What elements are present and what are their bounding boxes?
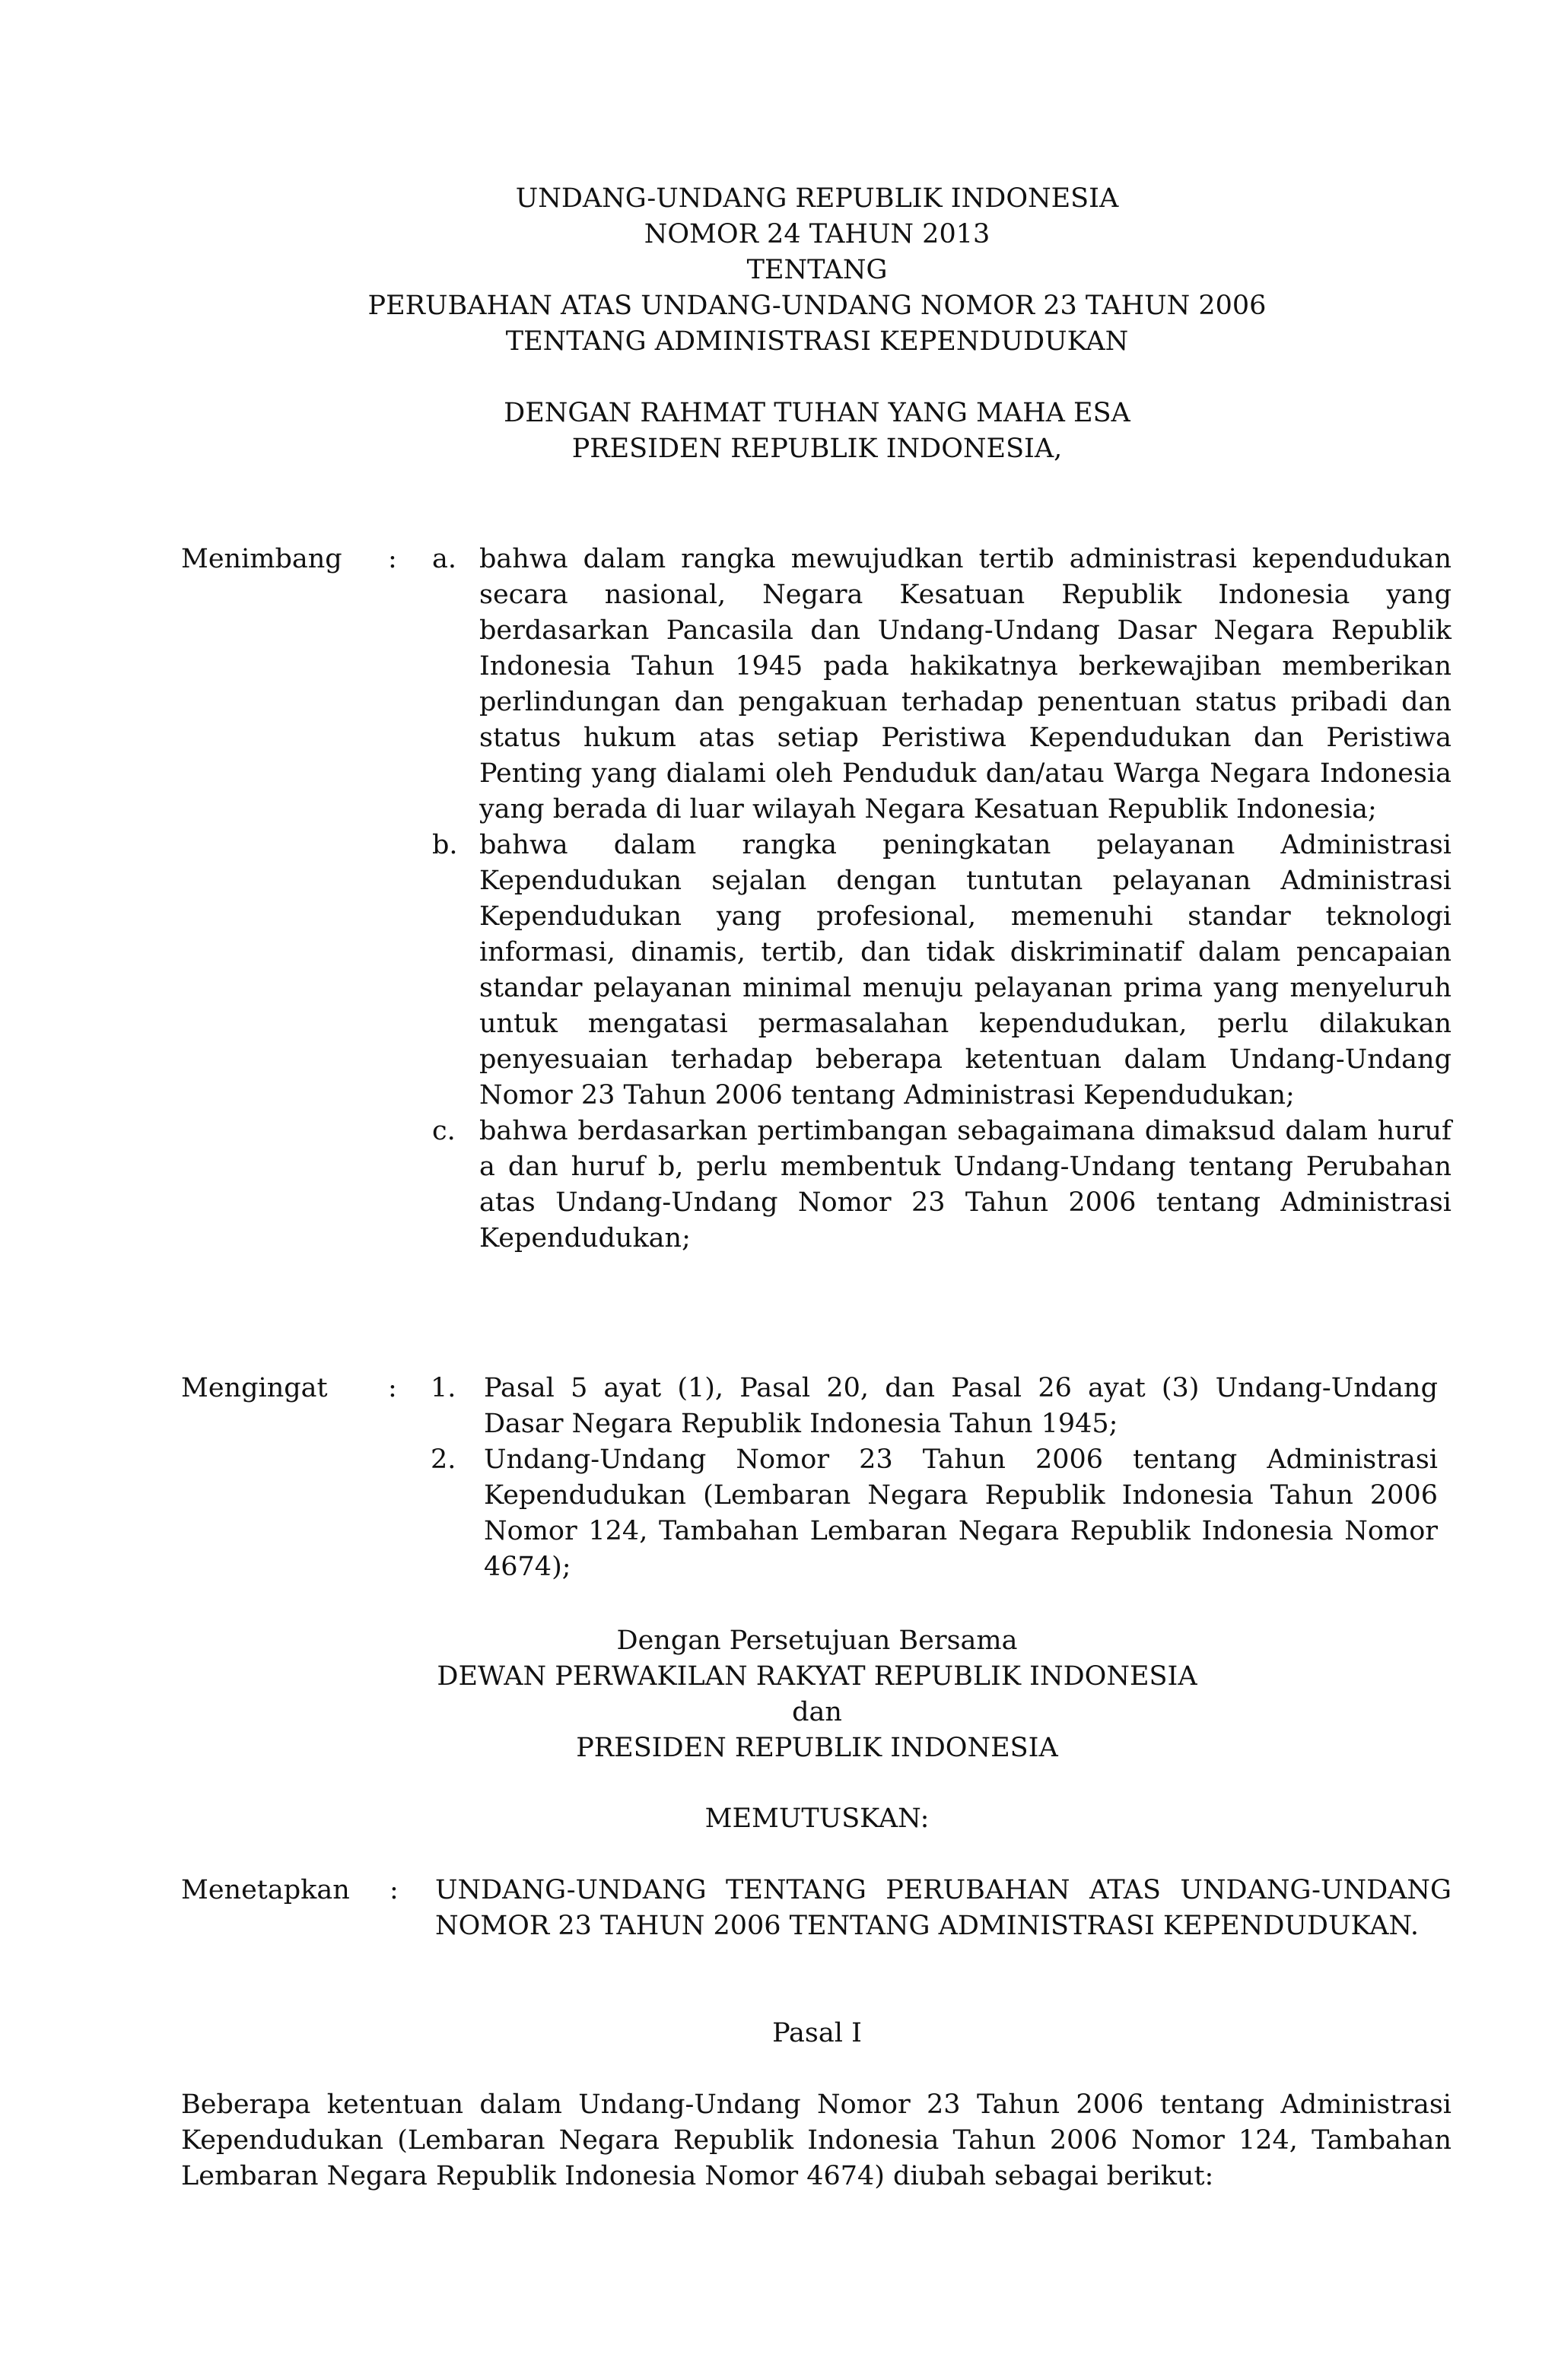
item-marker: 2. (431, 1444, 456, 1475)
memutuskan-text: MEMUTUSKAN: (704, 1803, 930, 1834)
title-line: NOMOR 24 TAHUN 2013 (644, 219, 990, 249)
menetapkan-item (181, 1873, 1451, 1944)
title-line: TENTANG (746, 255, 888, 285)
section-colon: : (390, 1875, 399, 1905)
persetujuan-line: Dengan Persetujuan Bersama (616, 1625, 1018, 1656)
item-marker: a. (432, 544, 456, 574)
mengingat-section (181, 1371, 1451, 1585)
persetujuan-block (183, 1623, 1451, 1766)
menimbang-section (181, 542, 1451, 1257)
menimbang-label: Menimbang (181, 544, 342, 574)
item-text: bahwa berdasarkan pertimbangan sebagaimana dimaksud dalam huruf a dan huruf b, perlu membentuk Undang-Undang tentang Perubahan atas Undang-Undang Nomor 23 Tahun 2006 tentang Administrasi Kependudukan; (479, 1116, 1451, 1254)
menetapkan-text: UNDANG-UNDANG TENTANG PERUBAHAN ATAS UNDANG-UNDANG NOMOR 23 TAHUN 2006 TENTANG ADMINISTRASI KEPENDUDUKAN. (435, 1875, 1451, 1941)
preamble-line: DENGAN RAHMAT TUHAN YANG MAHA ESA (504, 398, 1130, 428)
memutuskan-heading (183, 1801, 1451, 1837)
mengingat-label: Mengingat (181, 1373, 328, 1403)
persetujuan-line: DEWAN PERWAKILAN RAKYAT REPUBLIK INDONESIA (437, 1661, 1197, 1692)
item-text: bahwa dalam rangka mewujudkan tertib administrasi kependudukan secara nasional, Negara Kesatuan Republik Indonesia yang berdasarkan Pancasila dan Undang-Undang Dasar Negara Republik Indonesia Tahun 1945 pada hakikatnya berkewajiban memberikan perlindungan dan pengakuan terhadap penentuan status pribadi dan status hukum atas setiap Peristiwa Kependudukan dan Peristiwa Penting yang dialami oleh Penduduk dan/atau Warga Negara Indonesia yang berada di luar wilayah Negara Kesatuan Republik Indonesia; (479, 544, 1451, 825)
menetapkan-label: Menetapkan (181, 1875, 350, 1905)
menimbang-item (181, 542, 1451, 828)
document-title (183, 181, 1451, 360)
pasal-body: Beberapa ketentuan dalam Undang-Undang Nomor 23 Tahun 2006 tentang Administrasi Kependudukan (Lembaran Negara Republik Indonesia Tahun 2006 Nomor 124, Tambahan Lembaran Negara Republik Indonesia Nomor 4674) diubah sebagai berikut: (181, 2089, 1451, 2191)
item-marker: b. (432, 830, 458, 860)
persetujuan-line: dan (792, 1697, 842, 1727)
item-marker: c. (432, 1116, 456, 1146)
title-line: TENTANG ADMINISTRASI KEPENDUDUKAN (505, 326, 1129, 357)
item-text: Undang-Undang Nomor 23 Tahun 2006 tentang Administrasi Kependudukan (Lembaran Negara Republik Indonesia Tahun 2006 Nomor 124, Tambahan Lembaran Negara Republik Indonesia Nomor 4674); (484, 1444, 1438, 1582)
mengingat-item (181, 1442, 1451, 1585)
preamble (183, 396, 1451, 467)
pasal-heading (183, 2016, 1451, 2051)
title-line: UNDANG-UNDANG REPUBLIK INDONESIA (515, 183, 1119, 214)
section-colon: : (388, 544, 397, 574)
title-line: PERUBAHAN ATAS UNDANG-UNDANG NOMOR 23 TAHUN 2006 (367, 291, 1267, 321)
persetujuan-line: PRESIDEN REPUBLIK INDONESIA (576, 1733, 1058, 1763)
mengingat-item (181, 1371, 1451, 1442)
section-colon: : (388, 1373, 397, 1403)
menimbang-item (181, 828, 1451, 1114)
item-marker: 1. (431, 1373, 456, 1403)
menimbang-item (181, 1114, 1451, 1257)
preamble-line: PRESIDEN REPUBLIK INDONESIA, (571, 434, 1063, 464)
menetapkan-section (181, 1873, 1451, 1944)
item-text: Pasal 5 ayat (1), Pasal 20, dan Pasal 26 ayat (3) Undang-Undang Dasar Negara Republik Indonesia Tahun 1945; (484, 1373, 1438, 1439)
item-text: bahwa dalam rangka peningkatan pelayanan Administrasi Kependudukan sejalan dengan tuntutan pelayanan Administrasi Kependudukan yang profesional, memenuhi standar teknologi informasi, dinamis, tertib, dan tidak diskriminatif dalam pencapaian standar pelayanan minimal menuju pelayanan prima yang menyeluruh untuk mengatasi permasalahan kependudukan, perlu dilakukan penyesuaian terhadap beberapa ketentuan dalam Undang-Undang Nomor 23 Tahun 2006 tentang Administrasi Kependudukan; (479, 830, 1451, 1111)
pasal-title: Pasal I (772, 2018, 862, 2048)
